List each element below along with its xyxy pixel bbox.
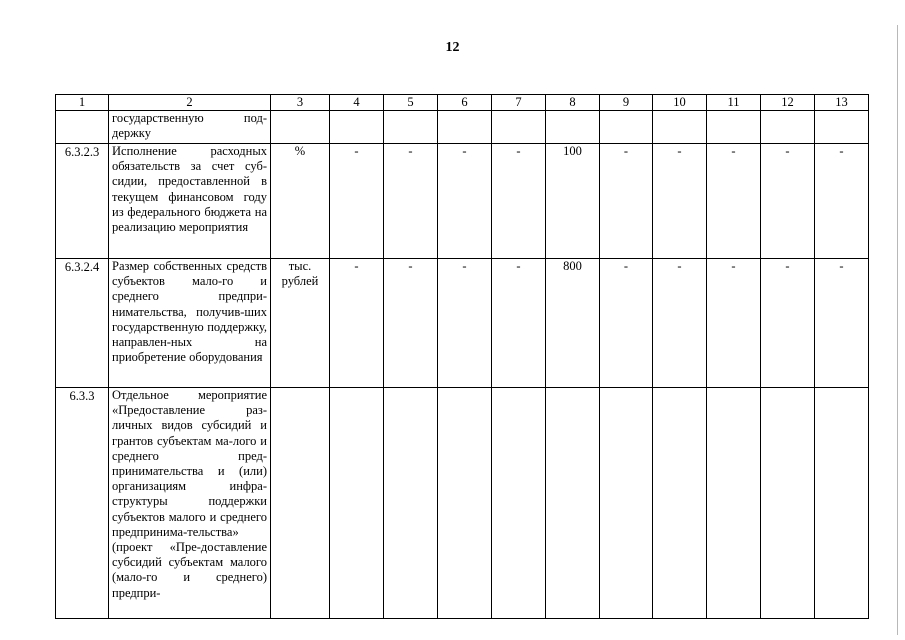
row-value <box>815 111 869 144</box>
column-number: 1 <box>56 95 109 111</box>
row-value <box>707 111 761 144</box>
row-value: - <box>815 259 869 388</box>
row-value: - <box>384 259 438 388</box>
column-number: 10 <box>653 95 707 111</box>
row-value <box>761 388 815 619</box>
column-number: 11 <box>707 95 761 111</box>
row-value: - <box>330 259 384 388</box>
row-value: - <box>384 144 438 259</box>
row-value: - <box>438 259 492 388</box>
row-value <box>492 111 546 144</box>
column-number: 7 <box>492 95 546 111</box>
row-value: - <box>761 259 815 388</box>
column-number: 4 <box>330 95 384 111</box>
row-code: 6.3.3 <box>56 388 109 619</box>
row-unit: % <box>271 144 330 259</box>
row-value <box>492 388 546 619</box>
column-number: 2 <box>109 95 271 111</box>
row-value <box>546 111 600 144</box>
table-row <box>56 388 869 619</box>
row-code: 6.3.2.3 <box>56 144 109 259</box>
row-value <box>653 111 707 144</box>
column-number: 9 <box>600 95 653 111</box>
table-row <box>56 144 869 259</box>
row-value: - <box>653 259 707 388</box>
row-value: - <box>653 144 707 259</box>
table-row <box>56 259 869 388</box>
row-value <box>546 388 600 619</box>
column-number: 13 <box>815 95 869 111</box>
row-description: государственную под-держку <box>109 111 271 144</box>
row-code: 6.3.2.4 <box>56 259 109 388</box>
row-value: - <box>761 144 815 259</box>
row-value <box>384 111 438 144</box>
row-value: - <box>492 144 546 259</box>
row-value <box>438 111 492 144</box>
row-value: - <box>707 144 761 259</box>
row-value: - <box>330 144 384 259</box>
table-row <box>56 111 869 144</box>
row-code <box>56 111 109 144</box>
row-value <box>600 388 653 619</box>
row-description: Размер собственных средств субъектов мало-го и среднего предпри-нимательства, получив-ших государственную поддержку, направлен-ных на приобретение оборудования <box>109 259 271 388</box>
column-number: 6 <box>438 95 492 111</box>
row-value <box>815 388 869 619</box>
row-value: - <box>815 144 869 259</box>
column-number: 5 <box>384 95 438 111</box>
row-value <box>438 388 492 619</box>
scan-edge-line <box>897 25 898 635</box>
row-description: Исполнение расходных обязательств за счет суб-сидии, предоставленной в текущем финансовом году из федерального бюджета на реализацию мероприятия <box>109 144 271 259</box>
indicators-table <box>55 94 869 619</box>
column-number-row <box>56 95 869 111</box>
row-value <box>761 111 815 144</box>
row-value: - <box>600 259 653 388</box>
row-value: 100 <box>546 144 600 259</box>
row-value: - <box>438 144 492 259</box>
row-value: - <box>600 144 653 259</box>
column-number: 3 <box>271 95 330 111</box>
row-value <box>330 388 384 619</box>
column-number: 8 <box>546 95 600 111</box>
row-value: - <box>707 259 761 388</box>
row-value: 800 <box>546 259 600 388</box>
row-unit: тыс. рублей <box>271 259 330 388</box>
page-number: 12 <box>445 40 460 55</box>
row-value: - <box>492 259 546 388</box>
row-value <box>384 388 438 619</box>
row-description: Отдельное мероприятие «Предоставление раз-личных видов субсидий и грантов субъектам ма-лого и среднего пред-принимательства и (или) организациям инфра-структуры поддержки субъектов малого и среднего предпринима-тельства» (проект «Пре-доставление субсидий субъектам малого (мало-го и среднего) предпри- <box>109 388 271 619</box>
row-value <box>653 388 707 619</box>
column-number: 12 <box>761 95 815 111</box>
row-unit <box>271 388 330 619</box>
row-value <box>330 111 384 144</box>
row-unit <box>271 111 330 144</box>
row-value <box>600 111 653 144</box>
row-value <box>707 388 761 619</box>
